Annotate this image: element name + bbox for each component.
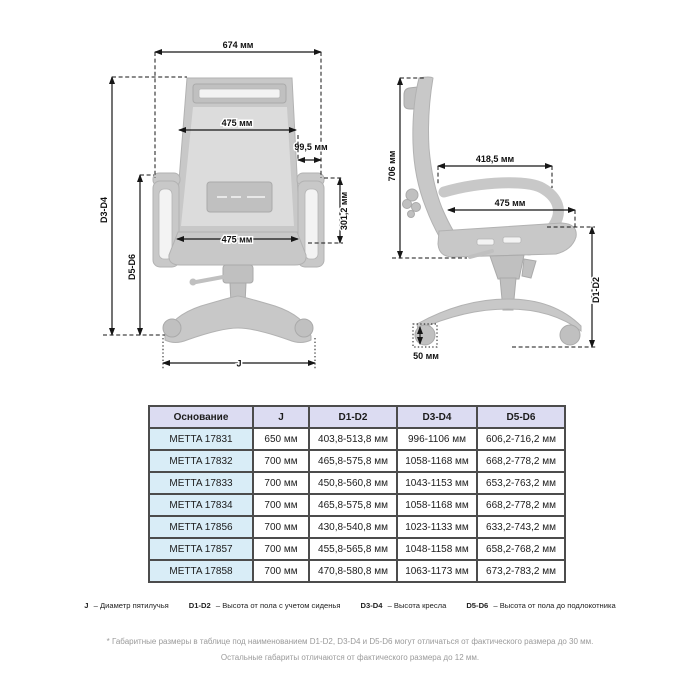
legend-desc: – Высота кресла [387,601,447,610]
legend-desc: – Диаметр пятилучья [93,601,169,610]
legend-term: J [84,601,89,610]
model-cell: METTA 17834 [149,494,253,516]
caster [415,325,435,345]
dim-overall-width-label: 674 мм [222,40,254,50]
legend-desc: – Высота от пола до подлокотника [493,601,616,610]
model-cell: METTA 17856 [149,516,253,538]
dim-seat-depth-label: 475 мм [494,198,526,208]
legend-term: D1-D2 [188,601,211,610]
dim-backrest-width-label: 475 мм [221,118,253,128]
value-cell: 700 мм [253,516,309,538]
value-cell: 455,8-565,8 мм [309,538,397,560]
column-header-0: Основание [149,406,253,428]
value-cell: 1023-1133 мм [397,516,477,538]
side-chair-silhouette [403,77,582,345]
caster [295,319,313,337]
legend-item-j [84,601,169,610]
value-cell: 700 мм [253,472,309,494]
side-view-diagram [382,38,617,368]
value-cell: 633,2-743,2 мм [477,516,565,538]
value-cell: 1058-1168 мм [397,494,477,516]
value-cell: 653,2-763,2 мм [477,472,565,494]
dim-seat-width-label: 475 мм [221,234,253,245]
legend-term: D5-D6 [466,601,489,610]
footnote-line-2: Остальные габариты отличаются от фактического размера до 12 мм. [220,653,480,662]
value-cell: 403,8-513,8 мм [309,428,397,450]
dim-base-code-label: J [236,358,242,369]
base [417,299,581,331]
table-row [149,538,565,560]
footnote-line-1: * Габаритные размеры в таблице под наименованием D1-D2, D3-D4 и D5-D6 могут отличаться от фактического размера до 30 мм. [106,637,594,646]
model-cell: METTA 17857 [149,538,253,560]
legend-desc: – Высота от пола с учетом сиденья [215,601,341,610]
table-row [149,428,565,450]
caster [560,325,580,345]
table-row [149,494,565,516]
value-cell: 668,2-778,2 мм [477,450,565,472]
value-cell: 470,8-580,8 мм [309,560,397,582]
model-cell: METTA 17832 [149,450,253,472]
table-row [149,472,565,494]
value-cell: 606,2-716,2 мм [477,428,565,450]
table-row [149,516,565,538]
dim-height-code-label: D3-D4 [99,196,109,224]
legend-item-d1d2 [189,601,341,610]
adjust-lever [196,277,223,282]
value-cell: 650 мм [253,428,309,450]
column-header-1: J [253,406,309,428]
model-cell: METTA 17831 [149,428,253,450]
front-view-diagram [95,35,360,380]
value-cell: 700 мм [253,538,309,560]
table-row [149,560,565,582]
legend-item-d5d6 [466,601,615,610]
dim-armrest-offset-label: 99,5 мм [294,142,328,152]
value-cell: 700 мм [253,560,309,582]
base [165,296,311,343]
dimension-legend [0,601,700,610]
legend-term: D3-D4 [360,601,383,610]
table-row [149,450,565,472]
dim-back-height-label: 706 мм [387,150,397,182]
footnote [0,634,700,666]
value-cell: 1043-1153 мм [397,472,477,494]
column-header-3: D3-D4 [397,406,477,428]
value-cell: 673,2-783,2 мм [477,560,565,582]
value-cell: 668,2-778,2 мм [477,494,565,516]
value-cell: 430,8-540,8 мм [309,516,397,538]
value-cell: 700 мм [253,450,309,472]
dim-armrest-above-seat-label: 301,2 мм [339,191,349,231]
value-cell: 450,8-560,8 мм [309,472,397,494]
value-cell: 658,2-768,2 мм [477,538,565,560]
dim-armrest-depth-label: 418,5 мм [475,154,515,164]
caster [163,319,181,337]
table-header-row [149,406,565,428]
value-cell: 465,8-575,8 мм [309,494,397,516]
spec-table [148,405,566,583]
model-cell: METTA 17858 [149,560,253,582]
value-cell: 996-1106 мм [397,428,477,450]
value-cell: 700 мм [253,494,309,516]
backrest [413,77,454,238]
value-cell: 1048-1158 мм [397,538,477,560]
legend-item-d3d4 [361,601,447,610]
column-header-2: D1-D2 [309,406,397,428]
model-cell: METTA 17833 [149,472,253,494]
value-cell: 1058-1168 мм [397,450,477,472]
value-cell: 1063-1173 мм [397,560,477,582]
dim-seat-height-code-label: D1-D2 [591,276,601,304]
dim-armrest-floor-code-label: D5-D6 [127,253,137,281]
column-header-4: D5-D6 [477,406,565,428]
value-cell: 465,8-575,8 мм [309,450,397,472]
dim-caster-label: 50 мм [413,351,439,361]
